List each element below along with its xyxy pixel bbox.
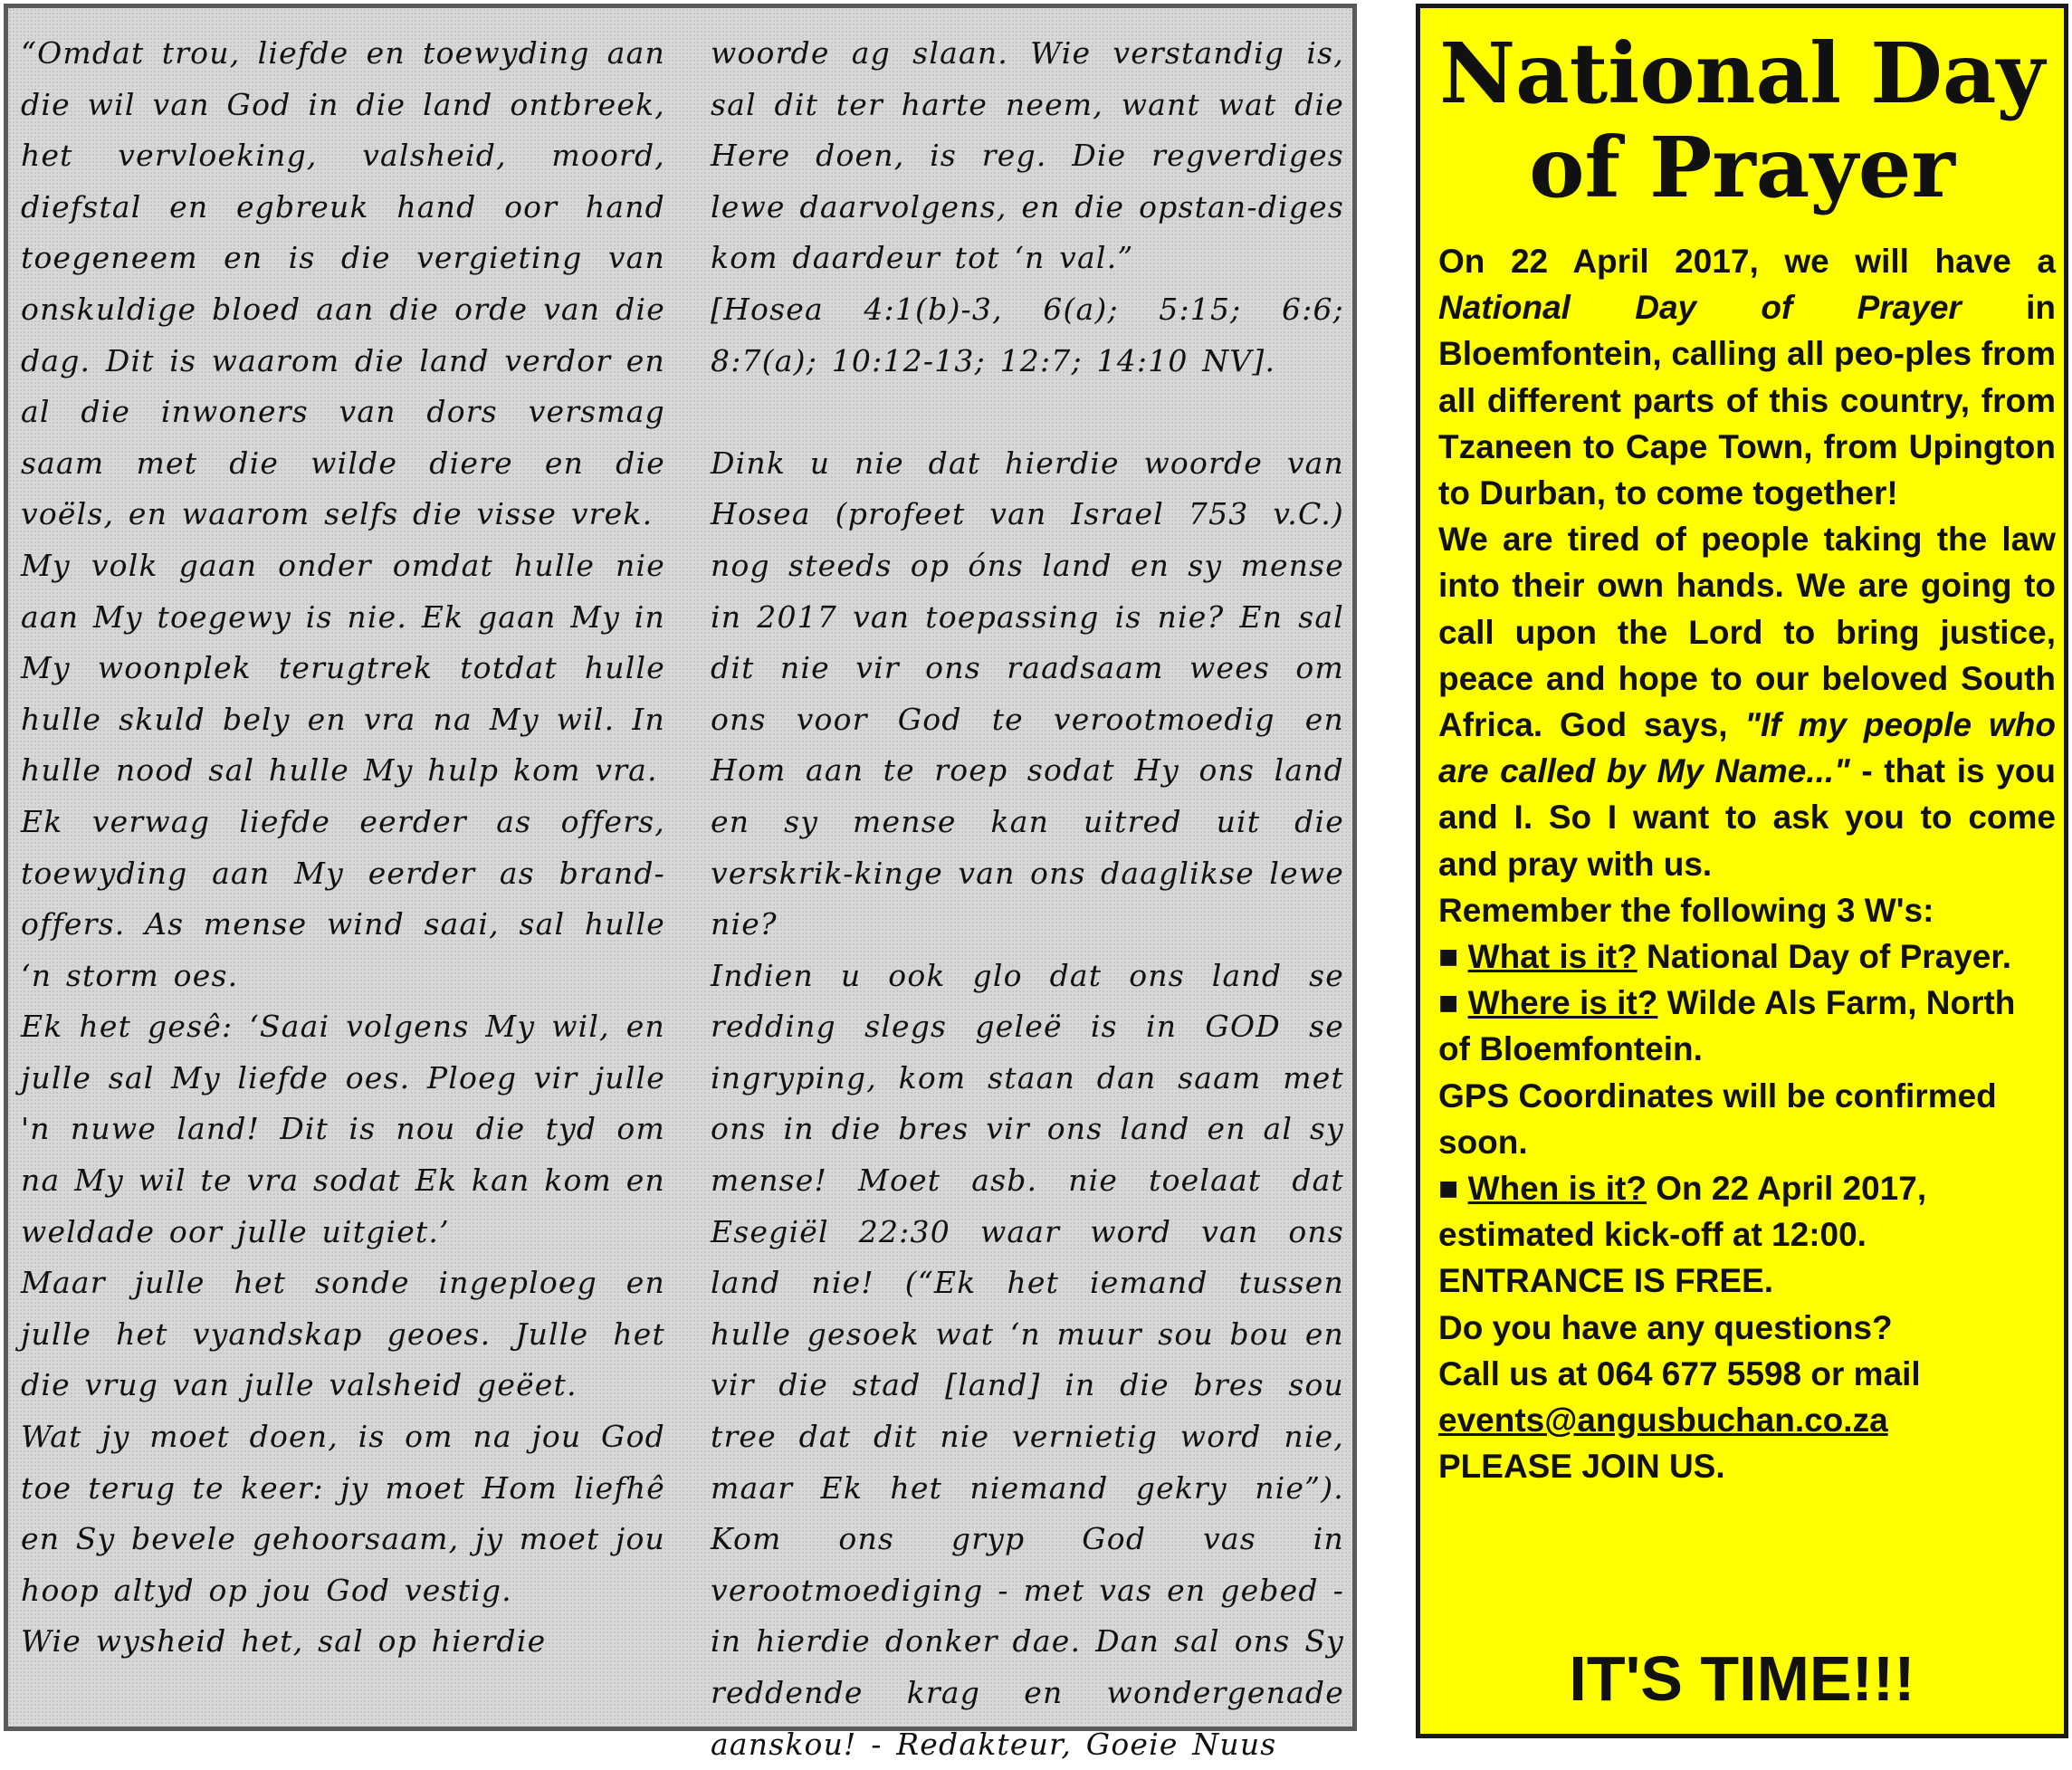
scripture-reference: [Hosea 4:1(b)-3, 6(a); 5:15; 6:6; 8:7(a); 10:12-13; 12:7; 14:10 NV]. [711, 291, 1344, 378]
article-column-1 [21, 28, 665, 1668]
bullet-icon: ■ [1438, 1170, 1459, 1208]
bullet-icon: ■ [1438, 984, 1459, 1022]
email-link[interactable]: events@angusbuchan.co.za [1438, 1402, 1888, 1440]
article-paragraph: Maar julle het sonde ingeploeg en julle het vyandskap geoes. Julle het die vrug van julle valsheid geëet. [21, 1265, 665, 1403]
ad-paragraph-text-end: - that is you and I. So I want to ask you to come and pray with us. [1438, 752, 2056, 883]
ad-questions: Do you have any questions? [1438, 1308, 1893, 1346]
when-label: When is it? [1467, 1170, 1647, 1208]
ad-scripture-quote: "If my people who are called by My Name..." [1438, 706, 2056, 790]
ad-join: PLEASE JOIN US. [1438, 1448, 1725, 1486]
when-answer: On 22 April 2017, estimated kick-off at 12:00. [1438, 1170, 1927, 1254]
what-answer: National Day of Prayer. [1637, 938, 2012, 976]
bullet-icon: ■ [1438, 938, 1459, 976]
ad-paragraph-2 [1438, 516, 2056, 887]
where-label: Where is it? [1467, 984, 1658, 1022]
prayer-ad-panel [1416, 4, 2068, 1738]
article-paragraph: Dink u nie dat hierdie woorde van Hosea (profeet van Israel 753 v.C.) nog steeds op óns land en sy mense in 2017 van toepassing is nie? En sal dit nie vir ons raadsaam wees om ons voor God te verootmoedig en Hom aan te roep sodat Hy ons land en sy mense kan uitred uit die verskrik-kinge van ons daaglikse lewe nie? [711, 445, 1344, 942]
ad-entrance: ENTRANCE IS FREE. [1438, 1262, 1774, 1300]
ad-where [1438, 980, 2056, 1072]
ad-what [1438, 933, 2056, 980]
ad-gps: GPS Coordinates will be confirmed soon. [1438, 1076, 1997, 1161]
ad-intro-text: On 22 April 2017, we will have a [1438, 243, 2056, 280]
ad-title-line-1: National Day [1439, 24, 2045, 122]
article-paragraph: Indien u ook glo dat ons land se redding slegs geleë is in GOD se ingryping, kom staan dan saam met ons in die bres vir ons land en al sy mense! Moet asb. nie toelaat dat Esegiël 22:30 waar word van ons land nie! (“Ek het iemand tussen hulle gesoek wat ‘n muur sou bou en vir die stad [land] in die bres sou tree dat dit nie vernietig word nie, maar Ek het niemand gekry nie”). Kom ons gryp God vas in verootmoediging - met vas en gebed - in hierdie donker dae. Dan sal ons Sy reddende krag en wondergenade aanskou! - Redakteur, Goeie Nuus [711, 957, 1344, 1762]
ad-body [1438, 238, 2056, 1489]
what-label: What is it? [1467, 938, 1638, 976]
ad-footer: IT'S TIME!!! [1569, 1643, 1915, 1714]
article-paragraph: Ek het gesê: ‘Saai volgens My wil, en julle sal My liefde oes. Ploeg vir julle 'n nuwe land! Dit is nou die tyd om na My wil te vra sodat Ek kan kom en weldade oor julle uitgiet.’ [21, 1009, 665, 1249]
ad-intro-text-end: in Bloemfontein, calling all peo-ples from all different parts of this country, from Tzaneen to Cape Town, from Upington to Durban, to come together! [1438, 289, 2056, 512]
ad-when [1438, 1165, 2056, 1258]
ad-paragraph-text: We are tired of people taking the law into their own hands. We are going to call upon the Lord to bring justice, peace and hope to our beloved South Africa. God says, [1438, 521, 2056, 744]
ad-remember: Remember the following 3 W's: [1438, 891, 1934, 929]
article-paragraph: Wat jy moet doen, is om na jou God toe terug te keer: jy moet Hom liefhê en Sy bevele gehoorsaam, jy moet jou hoop altyd op jou God vestig. [21, 1419, 665, 1608]
article-column-2 [711, 28, 1344, 1770]
article-paragraph: Wie wysheid het, sal op hierdie [21, 1623, 547, 1660]
ad-intro [1438, 238, 2056, 516]
ad-title-line-2: of Prayer [1529, 119, 1955, 216]
ad-title [1420, 26, 2064, 215]
ad-intro-emphasis: National Day of Prayer [1438, 289, 1962, 327]
article-paragraph: My volk gaan onder omdat hulle nie aan My toegewy is nie. Ek gaan My in My woonplek terugtrek totdat hulle hulle skuld bely en vra na My wil. In hulle nood sal hulle My hulp kom vra. [21, 547, 665, 789]
article-paragraph: “Omdat trou, liefde en toewyding aan die wil van God in die land ontbreek, het vervloeking, valsheid, moord, diefstal en egbreuk hand oor hand toegeneem en is die vergieting van onskuldige bloed aan die orde van die dag. Dit is waarom die land verdor en al die inwoners van dors versmag saam met die wilde diere en die voëls, en waarom selfs die visse vrek. [21, 35, 665, 532]
where-answer: Wilde Als Farm, North of Bloemfontein. [1438, 984, 2016, 1068]
ad-call: Call us at 064 677 5598 or mail [1438, 1354, 1921, 1392]
article-paragraph: Ek verwag liefde eerder as offers, toewyding aan My eerder as brand-offers. As mense wind saai, sal hulle ‘n storm oes. [21, 803, 665, 993]
article-paragraph: woorde ag slaan. Wie verstandig is, sal dit ter harte neem, want wat die Here doen, is reg. Die regverdiges lewe daarvolgens, en die opstan-diges kom daardeur tot ‘n val.” [711, 35, 1344, 276]
article-panel [4, 4, 1357, 1762]
